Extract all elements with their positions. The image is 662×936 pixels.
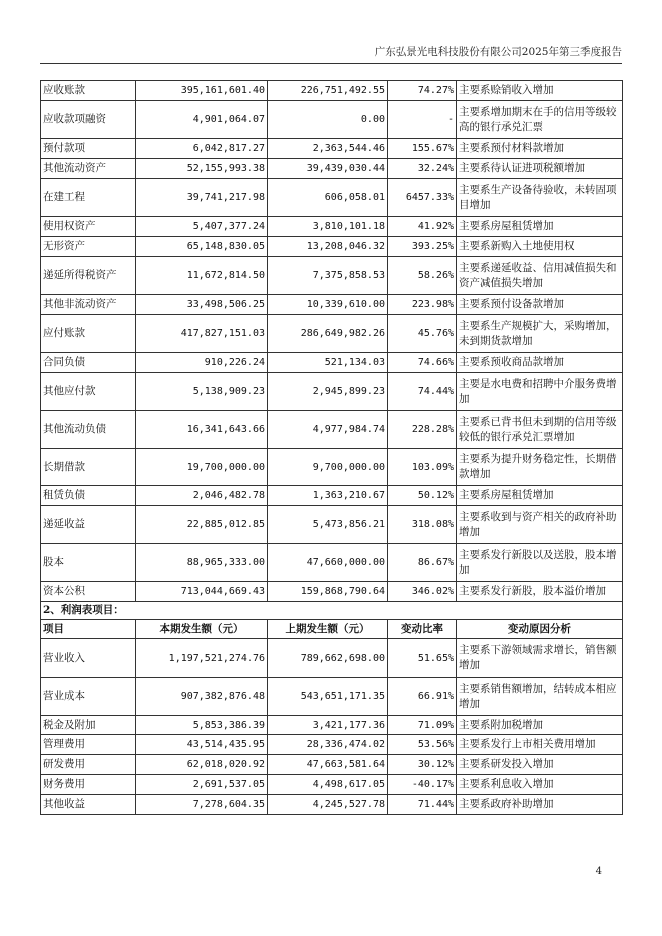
- cell-previous: 13,208,046.32: [268, 237, 388, 257]
- cell-previous: 4,498,617.05: [268, 775, 388, 795]
- cell-item: 资本公积: [41, 582, 136, 602]
- cell-current: 22,885,012.85: [136, 506, 268, 544]
- cell-item: 应收款项融资: [41, 101, 136, 139]
- cell-change: -40.17%: [388, 775, 457, 795]
- cell-item: 使用权资产: [41, 217, 136, 237]
- cell-previous: 9,700,000.00: [268, 449, 388, 486]
- income-row: [41, 716, 623, 735]
- cell-previous: 521,134.03: [268, 353, 388, 373]
- cell-current: 11,672,814.50: [136, 257, 268, 295]
- cell-change: 51.65%: [388, 639, 457, 678]
- balance-row: [41, 159, 623, 179]
- cell-reason: 主要系新购入土地使用权: [457, 237, 623, 257]
- report-header: 广东弘景光电科技股份有限公司2025年第三季度报告: [40, 44, 622, 64]
- balance-row: [41, 373, 623, 411]
- cell-change: 86.67%: [388, 544, 457, 582]
- cell-current: 39,741,217.98: [136, 179, 268, 217]
- cell-reason: 主要系递延收益、信用减值损失和资产减值损失增加: [457, 257, 623, 295]
- balance-row: [41, 544, 623, 582]
- cell-change: 45.76%: [388, 315, 457, 353]
- cell-item: 预付款项: [41, 139, 136, 159]
- cell-previous: 47,663,581.64: [268, 755, 388, 775]
- cell-change: 223.98%: [388, 295, 457, 315]
- cell-change: -: [388, 101, 457, 139]
- cell-change: 71.09%: [388, 716, 457, 735]
- income-row: [41, 775, 623, 795]
- cell-previous: 2,945,899.23: [268, 373, 388, 411]
- cell-item: 税金及附加: [41, 716, 136, 735]
- cell-previous: 1,363,210.67: [268, 486, 388, 506]
- balance-row: [41, 139, 623, 159]
- cell-previous: 47,660,000.00: [268, 544, 388, 582]
- cell-reason: 主要系发行新股以及送股，股本增加: [457, 544, 623, 582]
- cell-reason: 主要系生产设备待验收，未转固项目增加: [457, 179, 623, 217]
- cell-current: 2,046,482.78: [136, 486, 268, 506]
- cell-reason: 主要系预付设备款增加: [457, 295, 623, 315]
- cell-item: 递延所得税资产: [41, 257, 136, 295]
- cell-change: 346.02%: [388, 582, 457, 602]
- cell-item: 在建工程: [41, 179, 136, 217]
- cell-item: 其他非流动资产: [41, 295, 136, 315]
- cell-current: 19,700,000.00: [136, 449, 268, 486]
- cell-change: 74.27%: [388, 81, 457, 101]
- balance-sheet-body: [41, 81, 623, 602]
- cell-item: 长期借款: [41, 449, 136, 486]
- cell-previous: 3,810,101.18: [268, 217, 388, 237]
- cell-item: 其他应付款: [41, 373, 136, 411]
- cell-reason: 主要系预收商品款增加: [457, 353, 623, 373]
- financial-changes-table: [40, 80, 623, 815]
- cell-reason: 主要是水电费和招聘中介服务费增加: [457, 373, 623, 411]
- balance-row: [41, 81, 623, 101]
- cell-reason: 主要系赊销收入增加: [457, 81, 623, 101]
- balance-row: [41, 295, 623, 315]
- cell-change: 66.91%: [388, 678, 457, 716]
- cell-change: 155.67%: [388, 139, 457, 159]
- cell-change: 74.44%: [388, 373, 457, 411]
- cell-previous: 0.00: [268, 101, 388, 139]
- cell-reason: 主要系发行新股，股本溢价增加: [457, 582, 623, 602]
- income-row: [41, 755, 623, 775]
- cell-current: 52,155,993.38: [136, 159, 268, 179]
- balance-row: [41, 486, 623, 506]
- cell-reason: 主要系增加期末在手的信用等级较高的银行承兑汇票: [457, 101, 623, 139]
- cell-item: 租赁负债: [41, 486, 136, 506]
- section-title-row: [41, 602, 623, 620]
- cell-item: 应收账款: [41, 81, 136, 101]
- cell-reason: 主要系利息收入增加: [457, 775, 623, 795]
- cell-current: 43,514,435.95: [136, 735, 268, 755]
- cell-previous: 159,868,790.64: [268, 582, 388, 602]
- cell-reason: 主要系下游领域需求增长，销售额增加: [457, 639, 623, 678]
- cell-current: 5,138,909.23: [136, 373, 268, 411]
- cell-previous: 5,473,856.21: [268, 506, 388, 544]
- page-number: 4: [595, 866, 602, 877]
- header-reason: 变动原因分析: [457, 620, 623, 639]
- cell-current: 713,044,669.43: [136, 582, 268, 602]
- balance-row: [41, 582, 623, 602]
- cell-reason: 主要系研发投入增加: [457, 755, 623, 775]
- cell-current: 6,042,817.27: [136, 139, 268, 159]
- income-statement-body: [41, 602, 623, 639]
- cell-reason: 主要系房屋租赁增加: [457, 217, 623, 237]
- cell-change: 228.28%: [388, 411, 457, 449]
- cell-current: 7,278,604.35: [136, 795, 268, 815]
- cell-current: 1,197,521,274.76: [136, 639, 268, 678]
- cell-change: 41.92%: [388, 217, 457, 237]
- balance-row: [41, 257, 623, 295]
- balance-row: [41, 353, 623, 373]
- header-item: 项目: [41, 620, 136, 639]
- cell-reason: 主要系房屋租赁增加: [457, 486, 623, 506]
- cell-reason: 主要系政府补助增加: [457, 795, 623, 815]
- cell-current: 5,407,377.24: [136, 217, 268, 237]
- cell-change: 6457.33%: [388, 179, 457, 217]
- balance-row: [41, 506, 623, 544]
- cell-previous: 39,439,030.44: [268, 159, 388, 179]
- header-previous: 上期发生额（元）: [268, 620, 388, 639]
- cell-item: 合同负债: [41, 353, 136, 373]
- cell-current: 910,226.24: [136, 353, 268, 373]
- cell-previous: 789,662,698.00: [268, 639, 388, 678]
- cell-reason: 主要系待认证进项税额增加: [457, 159, 623, 179]
- income-row: [41, 639, 623, 678]
- cell-item: 递延收益: [41, 506, 136, 544]
- cell-change: 393.25%: [388, 237, 457, 257]
- cell-previous: 10,339,610.00: [268, 295, 388, 315]
- cell-current: 907,382,876.48: [136, 678, 268, 716]
- balance-row: [41, 101, 623, 139]
- cell-reason: 主要系预付材料款增加: [457, 139, 623, 159]
- cell-current: 65,148,830.05: [136, 237, 268, 257]
- cell-change: 50.12%: [388, 486, 457, 506]
- cell-current: 417,827,151.03: [136, 315, 268, 353]
- cell-item: 管理费用: [41, 735, 136, 755]
- cell-reason: 主要系为提升财务稳定性，长期借款增加: [457, 449, 623, 486]
- cell-current: 33,498,506.25: [136, 295, 268, 315]
- cell-change: 74.66%: [388, 353, 457, 373]
- cell-previous: 2,363,544.46: [268, 139, 388, 159]
- column-header-row: [41, 620, 623, 639]
- cell-item: 应付账款: [41, 315, 136, 353]
- balance-row: [41, 179, 623, 217]
- cell-previous: 4,977,984.74: [268, 411, 388, 449]
- cell-item: 营业收入: [41, 639, 136, 678]
- cell-change: 32.24%: [388, 159, 457, 179]
- income-row: [41, 735, 623, 755]
- cell-change: 58.26%: [388, 257, 457, 295]
- cell-previous: 4,245,527.78: [268, 795, 388, 815]
- cell-change: 103.09%: [388, 449, 457, 486]
- cell-current: 5,853,386.39: [136, 716, 268, 735]
- balance-row: [41, 237, 623, 257]
- cell-change: 71.44%: [388, 795, 457, 815]
- balance-row: [41, 449, 623, 486]
- cell-previous: 606,058.01: [268, 179, 388, 217]
- income-rows-body: [41, 639, 623, 815]
- cell-previous: 28,336,474.02: [268, 735, 388, 755]
- cell-previous: 3,421,177.36: [268, 716, 388, 735]
- cell-item: 无形资产: [41, 237, 136, 257]
- cell-change: 318.08%: [388, 506, 457, 544]
- cell-item: 其他流动资产: [41, 159, 136, 179]
- balance-row: [41, 315, 623, 353]
- cell-reason: 主要系附加税增加: [457, 716, 623, 735]
- cell-item: 研发费用: [41, 755, 136, 775]
- cell-current: 4,901,064.07: [136, 101, 268, 139]
- cell-current: 395,161,601.40: [136, 81, 268, 101]
- cell-change: 30.12%: [388, 755, 457, 775]
- cell-previous: 543,651,171.35: [268, 678, 388, 716]
- cell-current: 88,965,333.00: [136, 544, 268, 582]
- cell-reason: 主要系销售额增加，结转成本相应增加: [457, 678, 623, 716]
- cell-reason: 主要系发行上市相关费用增加: [457, 735, 623, 755]
- cell-previous: 286,649,982.26: [268, 315, 388, 353]
- header-current: 本期发生额（元）: [136, 620, 268, 639]
- cell-item: 营业成本: [41, 678, 136, 716]
- cell-current: 62,018,020.92: [136, 755, 268, 775]
- cell-current: 16,341,643.66: [136, 411, 268, 449]
- balance-row: [41, 217, 623, 237]
- cell-reason: 主要系收到与资产相关的政府补助增加: [457, 506, 623, 544]
- cell-previous: 226,751,492.55: [268, 81, 388, 101]
- income-row: [41, 795, 623, 815]
- cell-reason: 主要系已背书但未到期的信用等级较低的银行承兑汇票增加: [457, 411, 623, 449]
- cell-item: 其他收益: [41, 795, 136, 815]
- cell-reason: 主要系生产规模扩大，采购增加，未到期货款增加: [457, 315, 623, 353]
- income-section-title: 2、利润表项目：: [41, 602, 623, 620]
- cell-change: 53.56%: [388, 735, 457, 755]
- cell-item: 其他流动负债: [41, 411, 136, 449]
- balance-row: [41, 411, 623, 449]
- cell-item: 股本: [41, 544, 136, 582]
- cell-current: 2,691,537.05: [136, 775, 268, 795]
- cell-item: 财务费用: [41, 775, 136, 795]
- cell-previous: 7,375,858.53: [268, 257, 388, 295]
- header-change: 变动比率: [388, 620, 457, 639]
- income-row: [41, 678, 623, 716]
